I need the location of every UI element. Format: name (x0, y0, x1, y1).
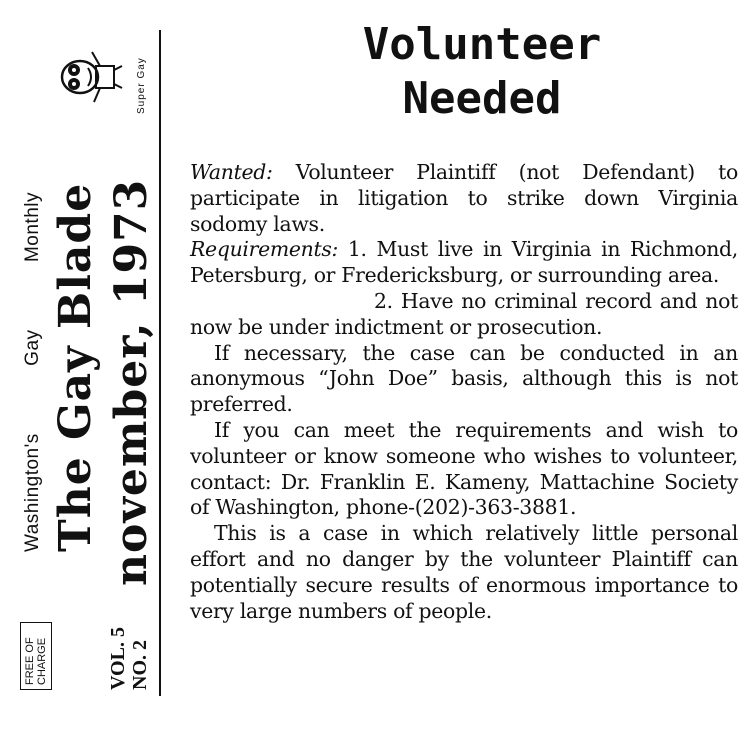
tagline-word: Washington's (22, 433, 43, 552)
contact-paragraph: If you can meet the requirements and wish to volunteer or know someone who wishes to volunteer, contact: Dr. Franklin E. Kameny, Mattachine Society of Washington, phone-(202)-363-3881. (190, 417, 738, 520)
tagline-word: Gay (22, 329, 43, 366)
headline-line: Needed (402, 73, 562, 124)
article-body (190, 160, 738, 624)
requirement-two: 2. Have no criminal record and not now be under indictment or prosecution. (190, 288, 738, 339)
free-badge-line: FREE OF (24, 637, 36, 685)
issue-date: november, 1973 (106, 178, 157, 586)
mascot-caption: Super Gay (136, 57, 147, 114)
masthead-strip (0, 0, 160, 700)
newsletter-title: The Gay Blade (50, 182, 101, 552)
anonymous-paragraph: If necessary, the case can be conducted in an anonymous “John Doe” basis, although this is not preferred. (190, 340, 738, 417)
headline-line: Volunteer (362, 19, 602, 70)
volume-number: VOL. 5 (107, 627, 129, 690)
free-badge-line: CHARGE (36, 637, 48, 685)
requirements-label: Requirements: (190, 237, 339, 262)
cartoon-mascot-icon (40, 42, 130, 112)
wanted-text: Volunteer Plaintiff (not Defendant) to participate in litigation to strike down Virginia sodomy laws. (190, 160, 738, 236)
article-headline (282, 18, 682, 126)
issue-number: NO. 2 (129, 640, 151, 690)
free-of-charge-badge (20, 622, 52, 690)
tagline (22, 192, 44, 552)
column-divider (159, 30, 161, 696)
wanted-paragraph (190, 160, 738, 237)
requirements-paragraph (190, 237, 738, 289)
tagline-word: Monthly (22, 192, 43, 263)
closing-paragraph: This is a case in which relatively little personal effort and no danger by the volunteer Plaintiff can potentially secure results of enormous importance to very large numbers of people. (190, 521, 738, 623)
requirement-one: 1. Must live in Virginia in Richmond, Petersburg, or Fredericksburg, or surrounding area. (190, 237, 738, 288)
wanted-label: Wanted: (190, 160, 273, 184)
